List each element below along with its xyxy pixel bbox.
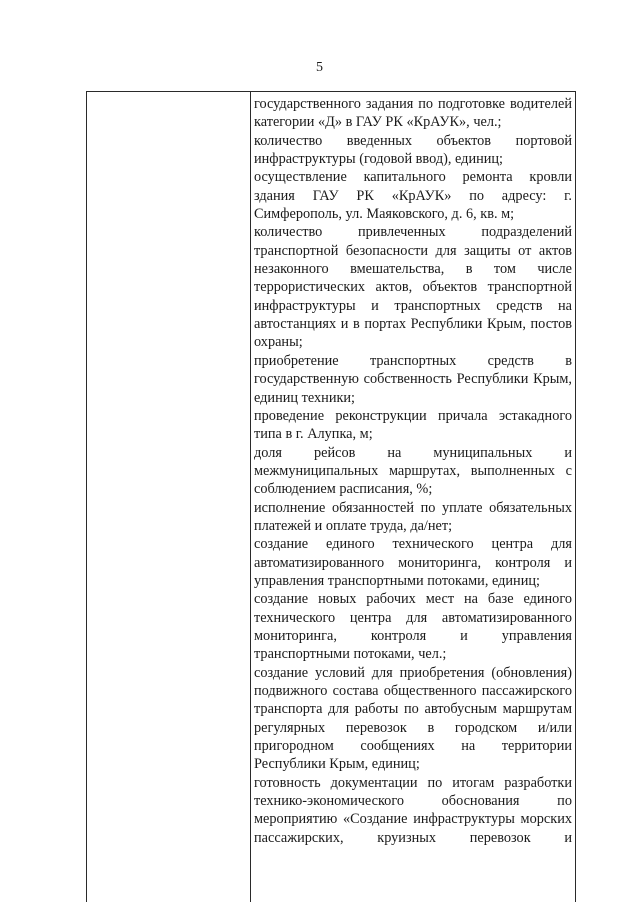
page-number: 5 — [316, 60, 323, 75]
indicator-paragraph-9: создание единого технического центра для автоматизированного мониторинга, контроля и управления транспортными потоками, единиц; — [254, 536, 572, 589]
table-right-cell — [251, 92, 575, 902]
indicator-paragraph-5: приобретение транспортных средств в государственную собственность Республики Крым, единиц техники; — [254, 352, 572, 406]
indicator-paragraph-12: готовность документации по итогам разработки технико-экономического обоснования по мероприятию «Создание инфраструктуры морских пассажирских, круизных перевозок и — [254, 774, 572, 846]
indicator-paragraph-11: создание условий для приобретения (обновления) подвижного состава общественного пассажирского транспорта для работы по автобусным маршрутам регулярных перевозок в городском и/или пригородном сообщениях на территории Республики Крым, единиц; — [254, 664, 572, 773]
table-left-cell — [87, 92, 251, 902]
indicator-paragraph-3: осуществление капитального ремонта кровли здания ГАУ РК «КрАУК» по адресу: г. Симферополь, ул. Маяковского, д. 6, кв. м; — [254, 169, 572, 223]
indicator-paragraph-6: проведение реконструкции причала эстакадного типа в г. Алупка, м; — [254, 407, 572, 443]
indicator-paragraph-7: доля рейсов на муниципальных и межмуниципальных маршрутах, выполненных с соблюдением расписания, %; — [254, 444, 572, 498]
indicator-paragraph-10: создание новых рабочих мест на базе единого технического центра для автоматизированного мониторинга, контроля и управления транспортными потоками, чел.; — [254, 591, 572, 663]
indicator-paragraph-1: государственного задания по подготовке водителей категории «Д» в ГАУ РК «КрАУК», чел.; — [254, 96, 572, 131]
indicator-paragraph-2: количество введенных объектов портовой инфраструктуры (годовой ввод), единиц; — [254, 132, 572, 168]
indicator-paragraph-8: исполнение обязанностей по уплате обязательных платежей и оплате труда, да/нет; — [254, 499, 572, 534]
indicator-paragraph-4: количество привлеченных подразделений транспортной безопасности для защиты от актов незаконного вмешательства, в том числе террористических актов, объектов транспортной инфраструктуры и транспортных средств на автостанциях и в портах Республики Крым, постов охраны; — [254, 224, 572, 351]
document-table — [86, 91, 576, 902]
